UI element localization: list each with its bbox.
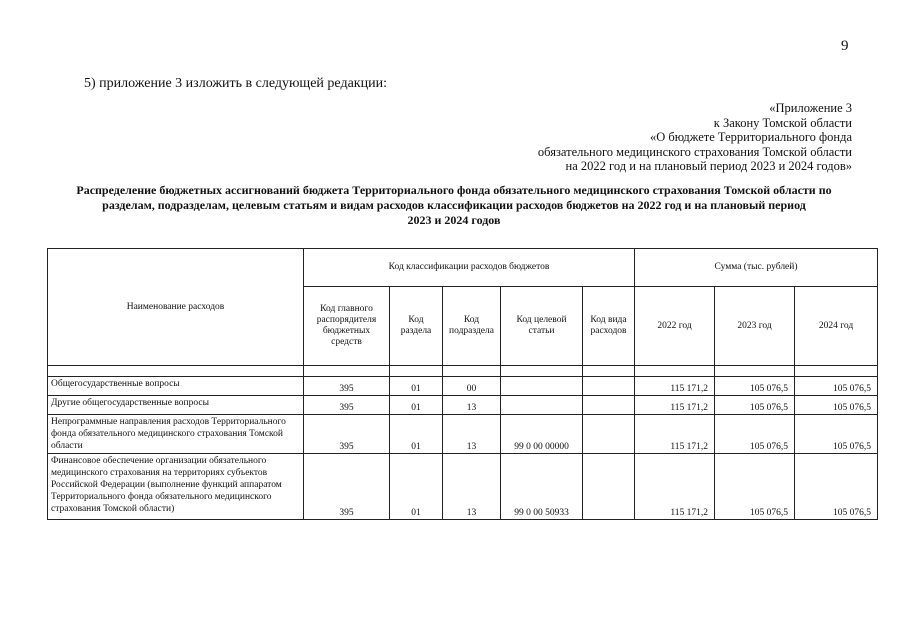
row-2023: 105 076,5 <box>715 377 795 396</box>
row-2023: 105 076,5 <box>715 454 795 520</box>
row-target: 99 0 00 50933 <box>501 454 583 520</box>
row-section: 01 <box>390 396 443 415</box>
header-subsection: Код подраздела <box>443 287 501 366</box>
header-row <box>48 249 878 287</box>
row-section: 01 <box>390 377 443 396</box>
row-subsection: 13 <box>443 415 501 454</box>
intro-text: 5) приложение 3 изложить в следующей редакции: <box>84 76 387 91</box>
header-target: Код целевой статьи <box>501 287 583 366</box>
row-name: Непрограммные направления расходов Территориального фонда обязательного медицинского страхования Томской области <box>48 415 304 454</box>
row-type <box>583 415 635 454</box>
row-target <box>501 396 583 415</box>
header-sum: Сумма (тыс. рублей) <box>635 249 878 287</box>
header-2023: 2023 год <box>715 287 795 366</box>
row-type <box>583 454 635 520</box>
header-type: Код вида расходов <box>583 287 635 366</box>
row-2023: 105 076,5 <box>715 396 795 415</box>
row-chief: 395 <box>304 454 390 520</box>
row-subsection: 13 <box>443 454 501 520</box>
row-section: 01 <box>390 415 443 454</box>
budget-table <box>47 248 878 520</box>
title-line: 2023 и 2024 годов <box>407 213 501 227</box>
row-chief: 395 <box>304 415 390 454</box>
table-row <box>48 454 878 520</box>
appendix-line: «Приложение 3 <box>769 101 852 115</box>
row-2024: 105 076,5 <box>795 415 878 454</box>
row-2022: 115 171,2 <box>635 396 715 415</box>
table-row <box>48 396 878 415</box>
row-subsection: 13 <box>443 396 501 415</box>
row-2024: 105 076,5 <box>795 454 878 520</box>
row-chief: 395 <box>304 377 390 396</box>
row-section: 01 <box>390 454 443 520</box>
appendix-line: «О бюджете Территориального фонда <box>649 130 852 145</box>
appendix-line: обязательного медицинского страхования Томской области <box>537 144 852 159</box>
header-chief-admin: Код главного распорядителя бюджетных средств <box>304 287 390 366</box>
row-2022: 115 171,2 <box>635 377 715 396</box>
row-name: Финансовое обеспечение организации обязательного медицинского страхования на территориях субъектов Российской Федерации (выполнение функций аппаратом Территориального фонда обязательного медицинского страхования Томской области) <box>48 454 304 520</box>
row-target <box>501 377 583 396</box>
title-line: Распределение бюджетных ассигнований бюджета Территориального фонда обязательного медицинского страхования Томской области по <box>76 183 832 197</box>
row-type <box>583 396 635 415</box>
appendix-line: к Закону Томской области <box>713 115 852 130</box>
header-name: Наименование расходов <box>48 249 304 366</box>
row-subsection: 00 <box>443 377 501 396</box>
row-2024: 105 076,5 <box>795 396 878 415</box>
row-type <box>583 377 635 396</box>
document-title <box>24 183 884 228</box>
row-2024: 105 076,5 <box>795 377 878 396</box>
page-number: 9 <box>841 38 849 54</box>
header-2022: 2022 год <box>635 287 715 366</box>
row-name: Общегосударственные вопросы <box>48 377 304 396</box>
row-target: 99 0 00 00000 <box>501 415 583 454</box>
row-name: Другие общегосударственные вопросы <box>48 396 304 415</box>
spacer-row <box>48 366 878 377</box>
row-2022: 115 171,2 <box>635 415 715 454</box>
row-chief: 395 <box>304 396 390 415</box>
header-2024: 2024 год <box>795 287 878 366</box>
appendix-reference <box>538 101 852 174</box>
table-row <box>48 415 878 454</box>
row-2022: 115 171,2 <box>635 454 715 520</box>
header-classification: Код классификации расходов бюджетов <box>304 249 635 287</box>
appendix-line: на 2022 год и на плановый период 2023 и 2024 годов» <box>565 159 852 174</box>
table-row <box>48 377 878 396</box>
header-section: Код раздела <box>390 287 443 366</box>
title-line: разделам, подразделам, целевым статьям и видам расходов классификации расходов бюджетов на 2022 год и на плановый период <box>102 198 806 212</box>
row-2023: 105 076,5 <box>715 415 795 454</box>
